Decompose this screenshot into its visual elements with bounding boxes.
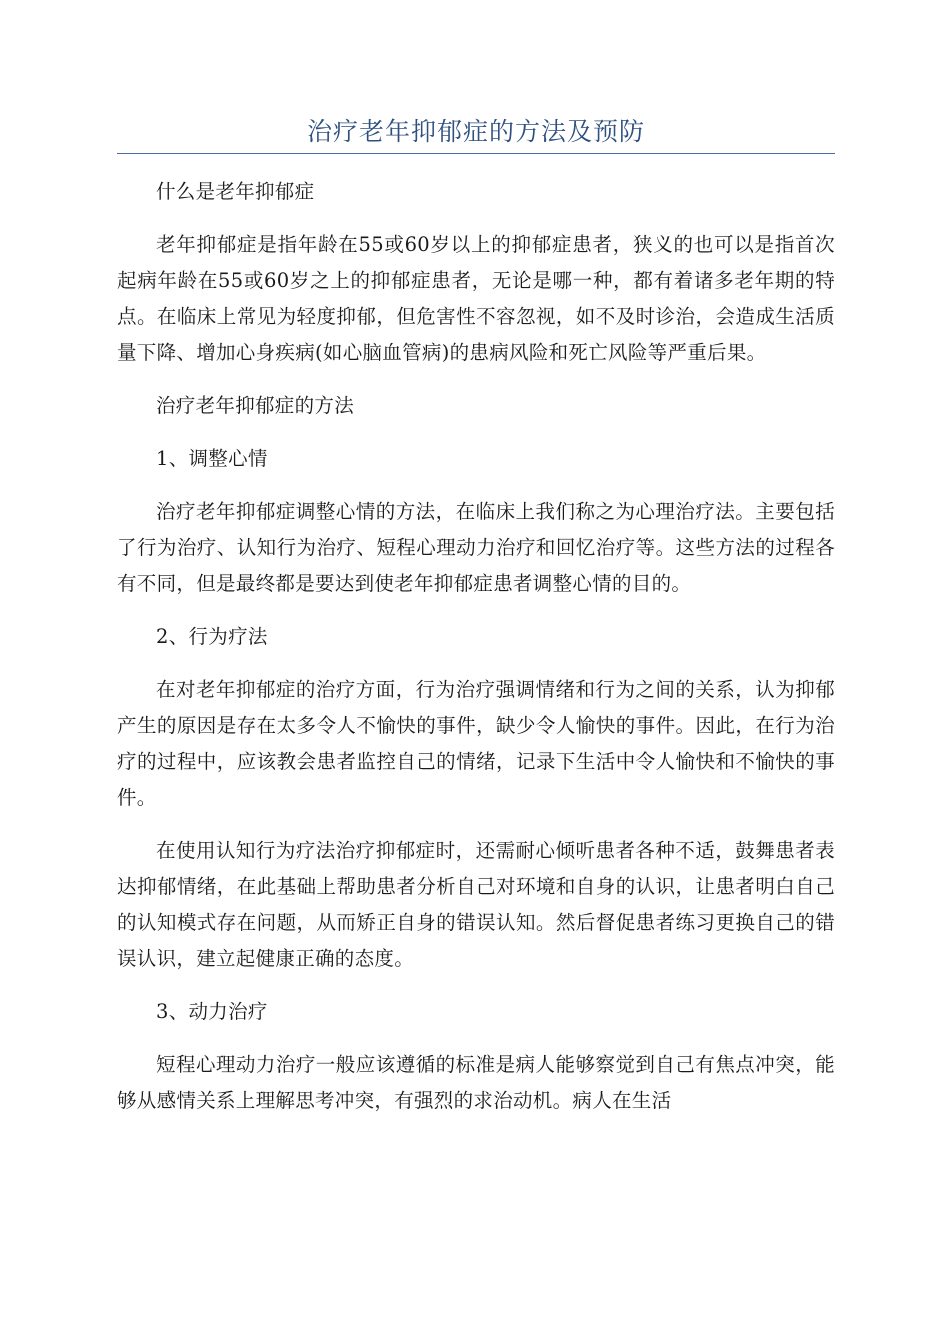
subheading-behavior-therapy: 2、行为疗法 bbox=[156, 625, 268, 648]
paragraph-behavior-therapy: 在对老年抑郁症的治疗方面，行为治疗强调情绪和行为之间的关系，认为抑郁产生的原因是存在太多令人不愉快的事件，缺少令人愉快的事件。因此，在行为治疗的过程中，应该教会患者监控自己的情绪，记录下生活中令人愉快和不愉快的事件。 bbox=[117, 678, 835, 809]
paragraph-dynamic-therapy: 短程心理动力治疗一般应该遵循的标准是病人能够察觉到自己有焦点冲突，能够从感情关系上理解思考冲突，有强烈的求治动机。病人在生活 bbox=[117, 1053, 835, 1112]
paragraph-definition: 老年抑郁症是指年龄在55或60岁以上的抑郁症患者，狭义的也可以是指首次起病年龄在55或60岁之上的抑郁症患者，无论是哪一种，都有着诸多老年期的特点。在临床上常见为轻度抑郁，但危害性不容忽视，如不及时诊治，会造成生活质量下降、增加心身疾病(如心脑血管病)的患病风险和死亡风险等严重后果。 bbox=[117, 233, 835, 364]
paragraph-adjust-mood: 治疗老年抑郁症调整心情的方法，在临床上我们称之为心理治疗法。主要包括了行为治疗、认知行为治疗、短程心理动力治疗和回忆治疗等。这些方法的过程各有不同，但是最终都是要达到使老年抑郁症患者调整心情的目的。 bbox=[117, 500, 835, 595]
title-underline bbox=[117, 153, 835, 154]
document-title: 治疗老年抑郁症的方法及预防 bbox=[306, 117, 645, 146]
section-heading-what-is: 什么是老年抑郁症 bbox=[156, 180, 315, 203]
paragraph-cognitive-therapy: 在使用认知行为疗法治疗抑郁症时，还需耐心倾听患者各种不适，鼓舞患者表达抑郁情绪，在此基础上帮助患者分析自己对环境和自身的认识，让患者明白自己的认知模式存在问题，从而矫正自身的错误认知。然后督促患者练习更换自己的错误认识，建立起健康正确的态度。 bbox=[117, 839, 835, 970]
subheading-dynamic-therapy: 3、动力治疗 bbox=[156, 1000, 268, 1023]
section-heading-methods: 治疗老年抑郁症的方法 bbox=[156, 394, 355, 417]
subheading-adjust-mood: 1、调整心情 bbox=[156, 447, 268, 470]
document-page bbox=[117, 112, 835, 1136]
